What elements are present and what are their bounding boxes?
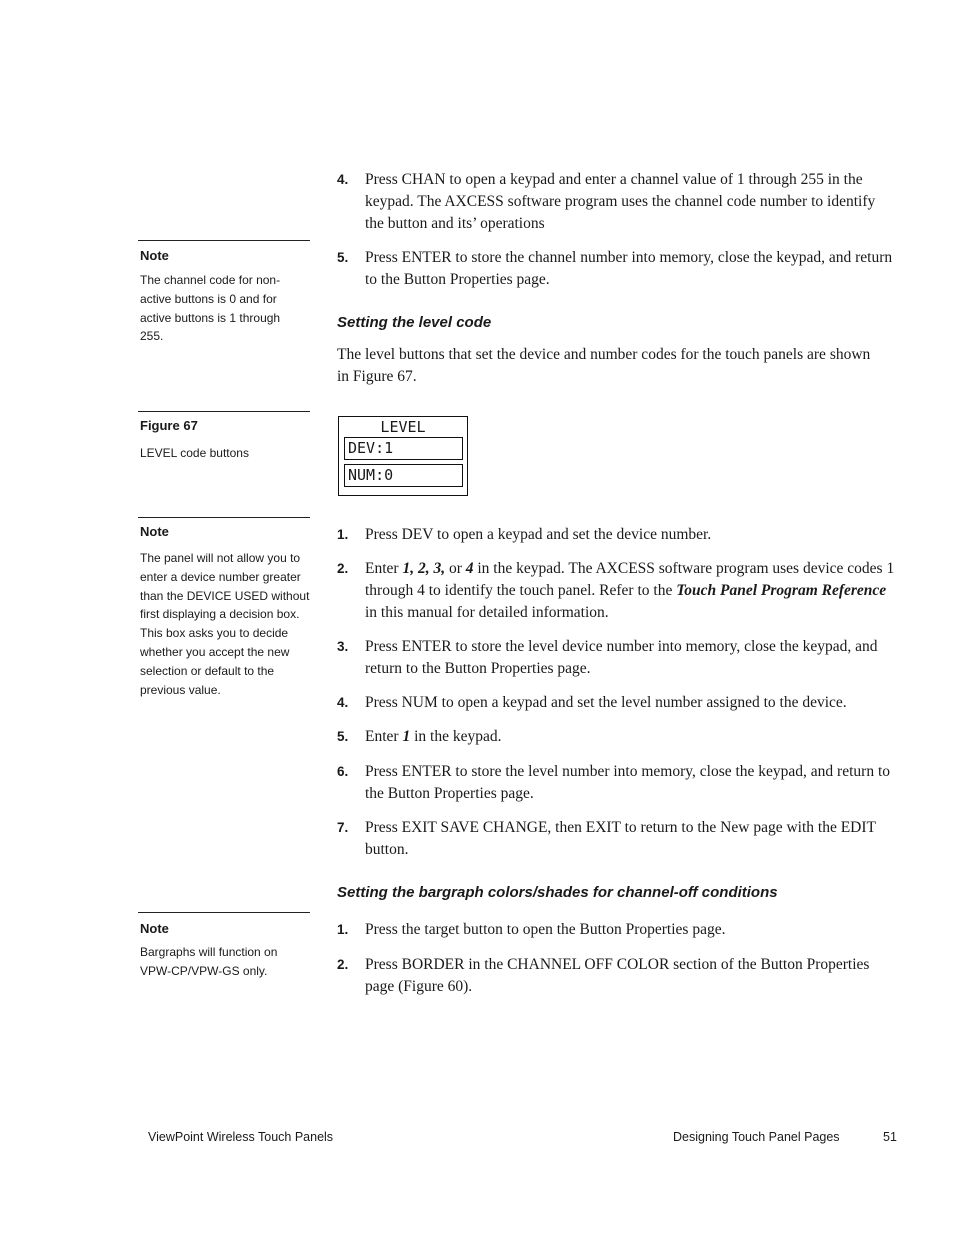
- figure-title: Figure 67: [140, 418, 198, 433]
- step-number: 4.: [337, 172, 349, 187]
- footer-section-title: Designing Touch Panel Pages: [673, 1130, 840, 1144]
- footer-document-title: ViewPoint Wireless Touch Panels: [148, 1130, 334, 1144]
- note-title: Note: [140, 921, 169, 936]
- step-text: Press EXIT SAVE CHANGE, then EXIT to return to the New page with the EDIT button.: [365, 819, 876, 858]
- step-number: 5.: [337, 729, 349, 744]
- channel-step-5: [337, 247, 897, 291]
- bargraph-step-1: [337, 919, 897, 941]
- step-text: Press CHAN to open a keypad and enter a channel value of 1 through 255 in the keypad. The AXCESS software program uses the channel code number to identify the button and its’ operations: [365, 171, 876, 232]
- note-rule: [138, 912, 310, 913]
- step-number: 3.: [337, 639, 349, 654]
- emphasis: 1, 2, 3,: [402, 560, 446, 577]
- note-title: Note: [140, 248, 169, 263]
- dev-field: DEV:1: [344, 437, 463, 460]
- text-run: in the keypad. The AXCESS software program uses device codes 1 through 4 to identify the touch panel. Refer to the: [365, 560, 895, 599]
- step-number: 1.: [337, 922, 349, 937]
- level-panel-title: LEVEL: [380, 418, 426, 436]
- figure-rule: [138, 411, 310, 412]
- text-run: Enter: [365, 560, 403, 577]
- level-section-heading: Setting the level code: [337, 314, 492, 331]
- level-step-1: [337, 524, 897, 546]
- step-text: Press ENTER to store the level number into memory, close the keypad, and return to the Button Properties page.: [365, 763, 891, 802]
- level-step-6: [337, 761, 897, 805]
- text-run: in the keypad.: [410, 728, 502, 745]
- text-run: in this manual for detailed information.: [365, 604, 609, 621]
- step-number: 5.: [337, 250, 349, 265]
- step-number: 6.: [337, 764, 349, 779]
- emphasis: 4: [465, 560, 474, 577]
- level-step-3: [337, 636, 897, 680]
- channel-step-4: [337, 169, 897, 235]
- note-rule: [138, 240, 310, 241]
- note-title: Note: [140, 524, 169, 539]
- note-body: The panel will not allow you to enter a device number greater than the DEVICE USED without first displaying a decision box. This box asks you to decide whether you accept the new selection or default to the previous value.: [140, 551, 310, 697]
- note-body: Bargraphs will function on VPW-CP/VPW-GS only.: [140, 945, 278, 978]
- text-run: or: [445, 560, 466, 577]
- num-field: NUM:0: [344, 464, 463, 487]
- step-number: 4.: [337, 695, 349, 710]
- step-text: Press the target button to open the Button Properties page.: [365, 921, 726, 938]
- step-text: Press DEV to open a keypad and set the device number.: [365, 526, 712, 543]
- text-run: Enter: [365, 728, 403, 745]
- level-panel-figure: [338, 416, 468, 496]
- level-step-4: [337, 692, 897, 714]
- level-step-2: [337, 558, 897, 624]
- step-text: Press BORDER in the CHANNEL OFF COLOR section of the Button Properties page (Figure 60).: [365, 956, 870, 995]
- reference-title: Touch Panel Program Reference: [676, 582, 887, 599]
- step-text: Press ENTER to store the channel number into memory, close the keypad, and return to the Button Properties page.: [365, 249, 893, 288]
- level-step-5: [337, 726, 897, 748]
- step-text: Press ENTER to store the level device number into memory, close the keypad, and return to the Button Properties page.: [365, 638, 878, 677]
- page-number: 51: [883, 1130, 897, 1144]
- level-section-intro: The level buttons that set the device and number codes for the touch panels are shown in Figure 67.: [337, 346, 871, 385]
- step-number: 1.: [337, 527, 349, 542]
- step-number: 7.: [337, 820, 349, 835]
- note-rule: [138, 517, 310, 518]
- note-body: The channel code for non-active buttons is 0 and for active buttons is 1 through 255.: [140, 273, 281, 344]
- step-number: 2.: [337, 561, 349, 576]
- step-text: Press NUM to open a keypad and set the level number assigned to the device.: [365, 694, 847, 711]
- step-text: [365, 558, 897, 624]
- figure-caption: LEVEL code buttons: [140, 446, 249, 460]
- bargraph-section-heading: Setting the bargraph colors/shades for channel-off conditions: [337, 884, 778, 901]
- level-step-7: [337, 817, 897, 861]
- emphasis: 1: [402, 728, 411, 745]
- step-number: 2.: [337, 957, 349, 972]
- bargraph-step-2: [337, 954, 897, 998]
- step-text: [365, 726, 897, 748]
